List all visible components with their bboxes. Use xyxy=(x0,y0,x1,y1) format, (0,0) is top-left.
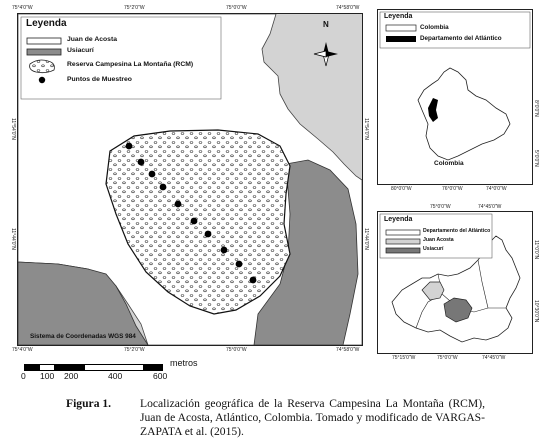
inset2-swatch-usiacuri xyxy=(386,248,420,253)
legend-swatch-rcm xyxy=(30,60,55,73)
inset1-label-atlantico: Departamento del Atlántico xyxy=(420,35,502,42)
main-top-coord-2: 75°2'0"W xyxy=(124,5,145,11)
inset2-label-juan-acosta: Juan Acosta xyxy=(423,237,454,243)
main-top-coord-4: 74°58'0"W xyxy=(336,5,360,11)
legend-label-rcm: Reserva Campesina La Montaña (RCM) xyxy=(67,61,194,68)
main-left-coord-1: 11°54'0"N xyxy=(10,118,16,140)
inset2-top-coord-1: 75°0'0"W xyxy=(430,204,451,210)
inset2-top-coord-2: 74°45'0"W xyxy=(478,204,502,210)
sampling-point xyxy=(250,277,257,284)
inset2-bottom-coord-2: 75°0'0"W xyxy=(437,355,458,361)
inset1-country-label: Colombia xyxy=(434,160,464,167)
inset2-right-coord-1: 11°0'0"N xyxy=(533,240,539,260)
crs-text: Sistema de Coordenadas WGS 984 xyxy=(30,333,136,340)
inset2-label-usiacuri: Usiacurí xyxy=(423,246,444,252)
inset1-right-coord-1: 8°0'0"N xyxy=(533,100,539,117)
main-bottom-coord-3: 75°0'0"W xyxy=(226,347,247,353)
inset2-label-atlantico: Departamento del Atlántico xyxy=(423,228,491,234)
main-right-coord-2: 11°44'0"N xyxy=(363,228,369,250)
inset-colombia xyxy=(377,9,533,185)
main-bottom-coord-4: 74°58'0"W xyxy=(336,347,360,353)
main-left-coord-2: 11°44'0"N xyxy=(10,228,16,250)
inset1-right-coord-2: 5°0'0"N xyxy=(533,150,539,167)
legend-label-juan-de-acosta: Juan de Acosta xyxy=(67,36,117,43)
atlantico-department xyxy=(428,98,438,122)
sampling-point xyxy=(175,201,182,208)
legend-swatch-juan-de-acosta xyxy=(27,38,61,44)
inset2-bottom-coord-1: 75°15'0"W xyxy=(392,355,416,361)
inset2-bottom-coord-3: 74°45'0"W xyxy=(482,355,506,361)
inset1-label-colombia: Colombia xyxy=(420,24,449,31)
inset1-legend-title: Leyenda xyxy=(384,13,413,20)
legend-swatch-usiacuri xyxy=(27,49,61,55)
inset2-swatch-juan-acosta xyxy=(386,239,420,244)
sampling-point xyxy=(205,231,212,238)
sampling-point xyxy=(149,171,156,178)
scale-tick-400: 400 xyxy=(108,371,123,381)
inset2-right-coord-2: 10°30'0"N xyxy=(533,300,539,323)
main-legend-box xyxy=(21,17,221,99)
sampling-point xyxy=(160,184,167,191)
scale-tick-600: 600 xyxy=(153,371,168,381)
main-top-coord-3: 75°0'0"W xyxy=(226,5,247,11)
inset1-swatch-colombia xyxy=(386,25,416,31)
sampling-point xyxy=(138,159,145,166)
figure-caption: Localización geográfica de la Reserva Campesina La Montaña (RCM), Juan de Acosta, Atlántico, Colombia. Tomado y modificado de VARGAS-ZAPATA et al. (2015). xyxy=(140,397,485,438)
inset1-bottom-coord-2: 76°0'0"W xyxy=(442,186,463,192)
inset1-swatch-atlantico xyxy=(386,36,416,42)
main-map xyxy=(17,13,363,346)
main-top-coord-1: 75°4'0"W xyxy=(12,5,33,11)
sampling-point xyxy=(126,143,133,150)
inset2-swatch-atlantico xyxy=(386,230,420,235)
sampling-point xyxy=(221,247,228,254)
scale-tick-100: 100 xyxy=(40,371,55,381)
inset2-legend-title: Leyenda xyxy=(384,216,413,223)
inset1-bottom-coord-3: 74°0'0"W xyxy=(486,186,507,192)
main-bottom-coord-1: 75°4'0"W xyxy=(12,347,33,353)
sampling-point xyxy=(191,218,198,225)
inset-atlantico xyxy=(377,211,533,354)
main-right-coord-1: 11°54'0"N xyxy=(363,118,369,140)
main-bottom-coord-2: 75°2'0"W xyxy=(124,347,145,353)
scale-tick-0: 0 xyxy=(21,371,26,381)
legend-label-sampling-points: Puntos de Muestreo xyxy=(67,76,132,83)
legend-label-usiacuri: Usiacurí xyxy=(67,47,94,54)
main-legend-title: Leyenda xyxy=(26,18,67,29)
sampling-point xyxy=(236,261,243,268)
scale-tick-200: 200 xyxy=(64,371,79,381)
inset1-bottom-coord-1: 80°0'0"W xyxy=(391,186,412,192)
figure-label: Figura 1. xyxy=(66,397,112,410)
legend-swatch-sampling-point xyxy=(39,77,45,83)
north-label: N xyxy=(323,20,329,29)
scale-unit: metros xyxy=(170,358,198,368)
